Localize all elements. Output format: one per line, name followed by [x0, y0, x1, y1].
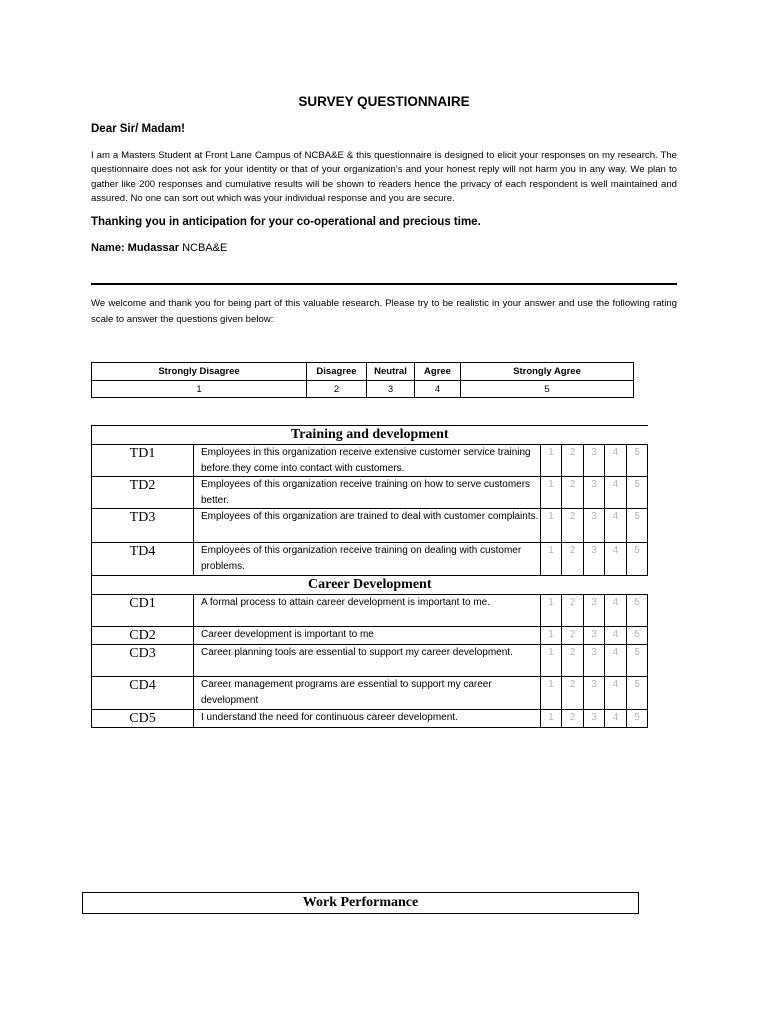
- rating-option-5[interactable]: 5: [627, 477, 648, 509]
- thanks-line: Thanking you in anticipation for your co-operational and precious time.: [91, 216, 481, 228]
- question-text: Career planning tools are essential to support my career development.: [194, 645, 541, 677]
- question-text: Career development is important to me: [194, 627, 541, 645]
- rating-option-3[interactable]: 3: [584, 509, 605, 543]
- rating-option-2[interactable]: 2: [562, 710, 584, 728]
- question-text: Career management programs are essential to support my career development: [194, 677, 541, 710]
- question-row: [92, 543, 648, 576]
- scale-label: Disagree: [307, 363, 367, 381]
- rating-option-1[interactable]: 1: [541, 677, 562, 710]
- rating-option-2[interactable]: 2: [562, 595, 584, 627]
- question-row: [92, 645, 648, 677]
- question-row: [92, 710, 648, 728]
- question-row: [92, 445, 648, 477]
- rating-option-3[interactable]: 3: [584, 710, 605, 728]
- rating-option-3[interactable]: 3: [584, 445, 605, 477]
- question-text: Employees of this organization receive training on how to serve customers better.: [194, 477, 541, 509]
- question-code: TD3: [92, 509, 194, 543]
- question-code: CD4: [92, 677, 194, 710]
- rating-option-5[interactable]: 5: [627, 543, 648, 576]
- scale-label: Neutral: [367, 363, 415, 381]
- rating-option-5[interactable]: 5: [627, 677, 648, 710]
- rating-option-3[interactable]: 3: [584, 595, 605, 627]
- rating-option-4[interactable]: 4: [605, 543, 627, 576]
- scale-label: Agree: [415, 363, 461, 381]
- scale-value: 5: [461, 381, 634, 398]
- rating-option-5[interactable]: 5: [627, 627, 648, 645]
- rating-option-4[interactable]: 4: [605, 445, 627, 477]
- rating-option-1[interactable]: 1: [541, 645, 562, 677]
- rating-option-2[interactable]: 2: [562, 677, 584, 710]
- section-title: Career Development: [92, 576, 648, 595]
- rating-option-5[interactable]: 5: [627, 645, 648, 677]
- welcome-paragraph: We welcome and thank you for being part of this valuable research. Please try to be realistic in your answer and use the following rating scale to answer the questions given below:: [91, 298, 677, 325]
- rating-option-1[interactable]: 1: [541, 477, 562, 509]
- rating-option-1[interactable]: 1: [541, 627, 562, 645]
- question-text: Employees of this organization are trained to deal with customer complaints.: [194, 509, 541, 543]
- rating-option-4[interactable]: 4: [605, 627, 627, 645]
- section-header-row: [92, 426, 648, 445]
- rating-option-3[interactable]: 3: [584, 477, 605, 509]
- rating-option-1[interactable]: 1: [541, 445, 562, 477]
- rating-option-5[interactable]: 5: [627, 445, 648, 477]
- question-row: [92, 477, 648, 509]
- rating-option-2[interactable]: 2: [562, 509, 584, 543]
- intro-paragraph: I am a Masters Student at Front Lane Campus of NCBA&E & this questionnaire is designed to elicit your responses on my research. The questionnaire does not ask for your identity or that of your organization's and your honest reply will not harm you in any way. We plan to gather like 200 responses and cumulative results will be shown to readers hence the privacy of each respondent is well maintained and assured. No one can sort out which was your individual response and you are secure.: [91, 150, 677, 204]
- rating-option-3[interactable]: 3: [584, 543, 605, 576]
- rating-option-5[interactable]: 5: [627, 595, 648, 627]
- scale-value: 4: [415, 381, 461, 398]
- question-row: [92, 595, 648, 627]
- rating-option-3[interactable]: 3: [584, 627, 605, 645]
- question-row: [92, 509, 648, 543]
- rating-option-2[interactable]: 2: [562, 627, 584, 645]
- name-line: [91, 242, 227, 254]
- rating-option-4[interactable]: 4: [605, 645, 627, 677]
- question-code: TD1: [92, 445, 194, 477]
- rating-option-4[interactable]: 4: [605, 677, 627, 710]
- rating-option-3[interactable]: 3: [584, 645, 605, 677]
- salutation: Dear Sir/ Madam!: [91, 123, 185, 135]
- question-code: CD3: [92, 645, 194, 677]
- question-code: CD5: [92, 710, 194, 728]
- rating-scale-table: [91, 362, 634, 398]
- question-text: A formal process to attain career development is important to me.: [194, 595, 541, 627]
- rating-scale-values-row: [92, 381, 634, 398]
- rating-option-3[interactable]: 3: [584, 677, 605, 710]
- scale-value: 2: [307, 381, 367, 398]
- rating-option-1[interactable]: 1: [541, 543, 562, 576]
- section-title: Training and development: [92, 426, 648, 445]
- question-text: I understand the need for continuous career development.: [194, 710, 541, 728]
- document-title: SURVEY QUESTIONNAIRE: [298, 94, 470, 109]
- rating-option-4[interactable]: 4: [605, 595, 627, 627]
- scale-value: 1: [92, 381, 307, 398]
- work-performance-header: Work Performance: [82, 892, 639, 914]
- question-row: [92, 627, 648, 645]
- rating-option-5[interactable]: 5: [627, 509, 648, 543]
- rating-option-1[interactable]: 1: [541, 710, 562, 728]
- questionnaire-table: [91, 425, 648, 728]
- question-text: Employees in this organization receive extensive customer service training before they come into contact with customers.: [194, 445, 541, 477]
- rating-option-2[interactable]: 2: [562, 645, 584, 677]
- rating-option-4[interactable]: 4: [605, 509, 627, 543]
- question-code: TD4: [92, 543, 194, 576]
- question-code: TD2: [92, 477, 194, 509]
- rating-option-2[interactable]: 2: [562, 543, 584, 576]
- divider-line: [91, 283, 677, 285]
- scale-label: Strongly Disagree: [92, 363, 307, 381]
- scale-label: Strongly Agree: [461, 363, 634, 381]
- name-value: NCBA&E: [179, 242, 228, 254]
- rating-option-4[interactable]: 4: [605, 477, 627, 509]
- rating-option-4[interactable]: 4: [605, 710, 627, 728]
- rating-option-2[interactable]: 2: [562, 477, 584, 509]
- rating-option-2[interactable]: 2: [562, 445, 584, 477]
- rating-scale-labels-row: [92, 363, 634, 381]
- section-header-row: [92, 576, 648, 595]
- rating-option-5[interactable]: 5: [627, 710, 648, 728]
- name-label: Name: Mudassar: [91, 242, 180, 254]
- question-code: CD1: [92, 595, 194, 627]
- question-row: [92, 677, 648, 710]
- question-code: CD2: [92, 627, 194, 645]
- scale-value: 3: [367, 381, 415, 398]
- rating-option-1[interactable]: 1: [541, 509, 562, 543]
- rating-option-1[interactable]: 1: [541, 595, 562, 627]
- question-text: Employees of this organization receive training on dealing with customer problems.: [194, 543, 541, 576]
